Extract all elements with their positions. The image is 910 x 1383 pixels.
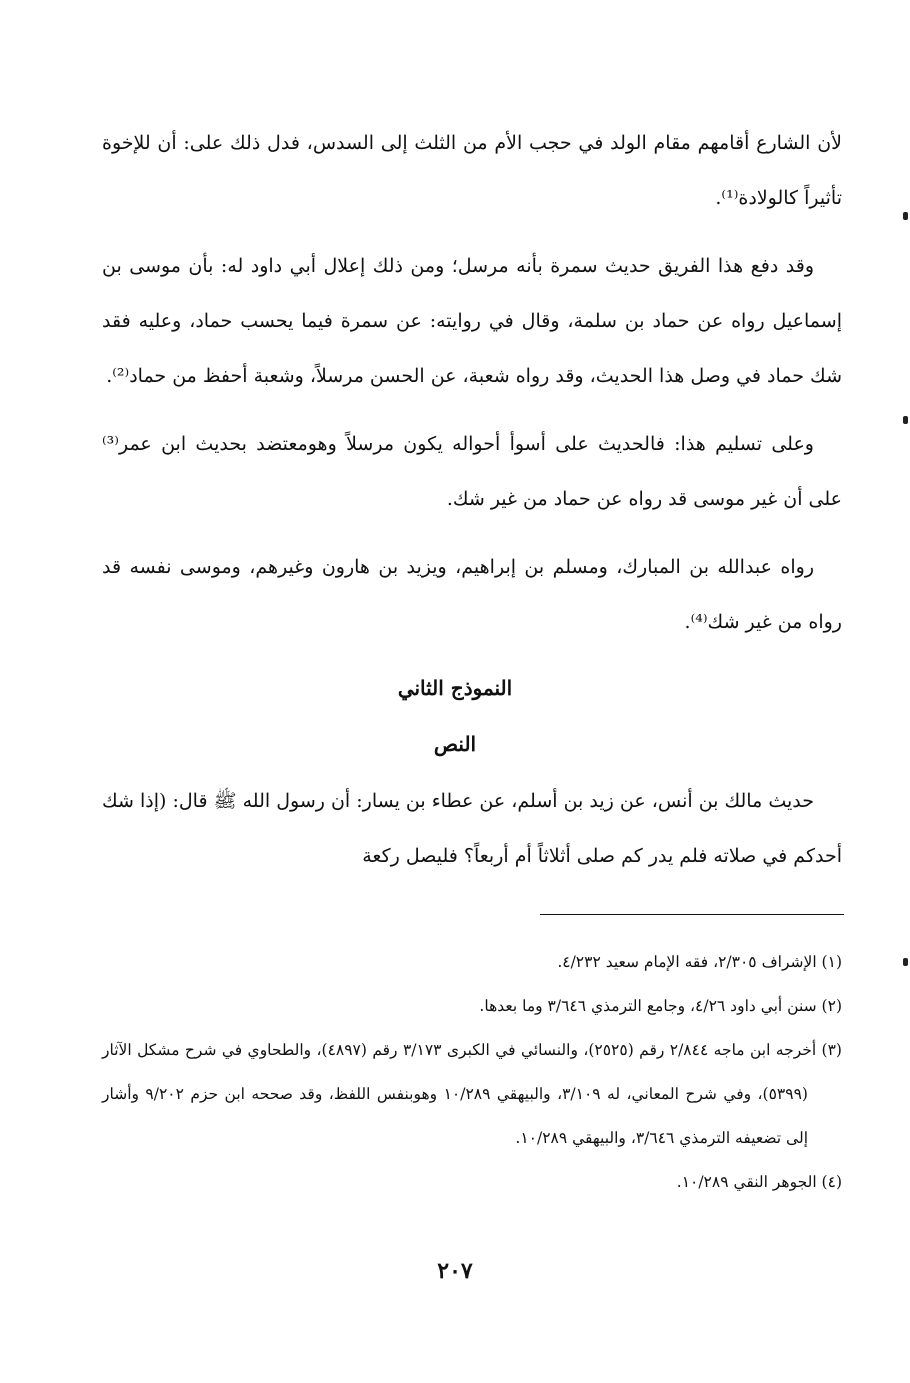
paragraph-2: وقد دفع هذا الفريق حديث سمرة بأنه مرسل؛ ومن ذلك إعلال أبي داود له: بأن موسى بن إسماعيل رواه عن حماد بن سلمة، وقال في روايته: عن سمرة فيما يحسب حماد، وعليه فقد شك حماد في وصل هذا الحديث، وقد رواه شعبة، عن الحسن مرسلاً، وشعبة أحفظ من حماد⁽²⁾. <box>102 255 842 387</box>
section-heading: النموذج الثاني <box>397 676 513 700</box>
paragraph-1: لأن الشارع أقامهم مقام الولد في حجب الأم من الثلث إلى السدس، فدل ذلك على: أن للإخوة تأثيراً كالولادة⁽¹⁾. <box>102 132 842 209</box>
footnotes-section <box>102 940 842 1204</box>
subsection-heading: النص <box>433 732 477 756</box>
margin-mark <box>903 212 908 220</box>
paragraph-3: وعلى تسليم هذا: فالحديث على أسوأ أحواله يكون مرسلاً وهومعتضد بحديث ابن عمر⁽³⁾ على أن غير موسى قد رواه عن حماد من غير شك. <box>102 433 842 510</box>
margin-mark <box>903 958 908 966</box>
page-number: ٢٠٧ <box>437 1258 473 1284</box>
footnote-4: (٤) الجوهر النقي ١٠/٢٨٩. <box>676 1173 842 1191</box>
footnote-3: (٣) أخرجه ابن ماجه ٢/٨٤٤ رقم (٢٥٢٥)، والنسائي في الكبرى ٣/١٧٣ رقم (٤٨٩٧)، والطحاوي في شرح مشكل الآثار (٥٣٩٩)، وفي شرح المعاني، له ٣/١٠٩، والبيهقي ١٠/٢٨٩ وهوبنفس اللفظ، وقد صححه ابن حزم ٩/٢٠٢ وأشار إلى تضعيفه الترمذي ٣/٦٤٦، والبيهقي ١٠/٢٨٩. <box>102 1041 842 1147</box>
body-text-upper <box>102 116 842 650</box>
footnote-2: (٢) سنن أبي داود ٤/٢٦، وجامع الترمذي ٣/٦٤٦ وما بعدها. <box>479 997 842 1015</box>
hadith-text: حديث مالك بن أنس، عن زيد بن أسلم، عن عطاء بن يسار: أن رسول الله ﷺ قال: (إذا شك أحدكم في صلاته فلم يدر كم صلى أثلاثاً أم أربعاً؟ فليصل ركعة <box>102 790 842 867</box>
body-text-lower <box>102 774 842 884</box>
footnote-1: (١) الإشراف ٢/٣٠٥، فقه الإمام سعيد ٤/٢٣٢. <box>557 953 842 971</box>
paragraph-4: رواه عبدالله بن المبارك، ومسلم بن إبراهيم، ويزيد بن هارون وغيرهم، وموسى نفسه قد رواه من غير شك⁽⁴⁾. <box>102 556 842 633</box>
margin-mark <box>903 416 908 424</box>
footnote-separator <box>540 914 844 915</box>
